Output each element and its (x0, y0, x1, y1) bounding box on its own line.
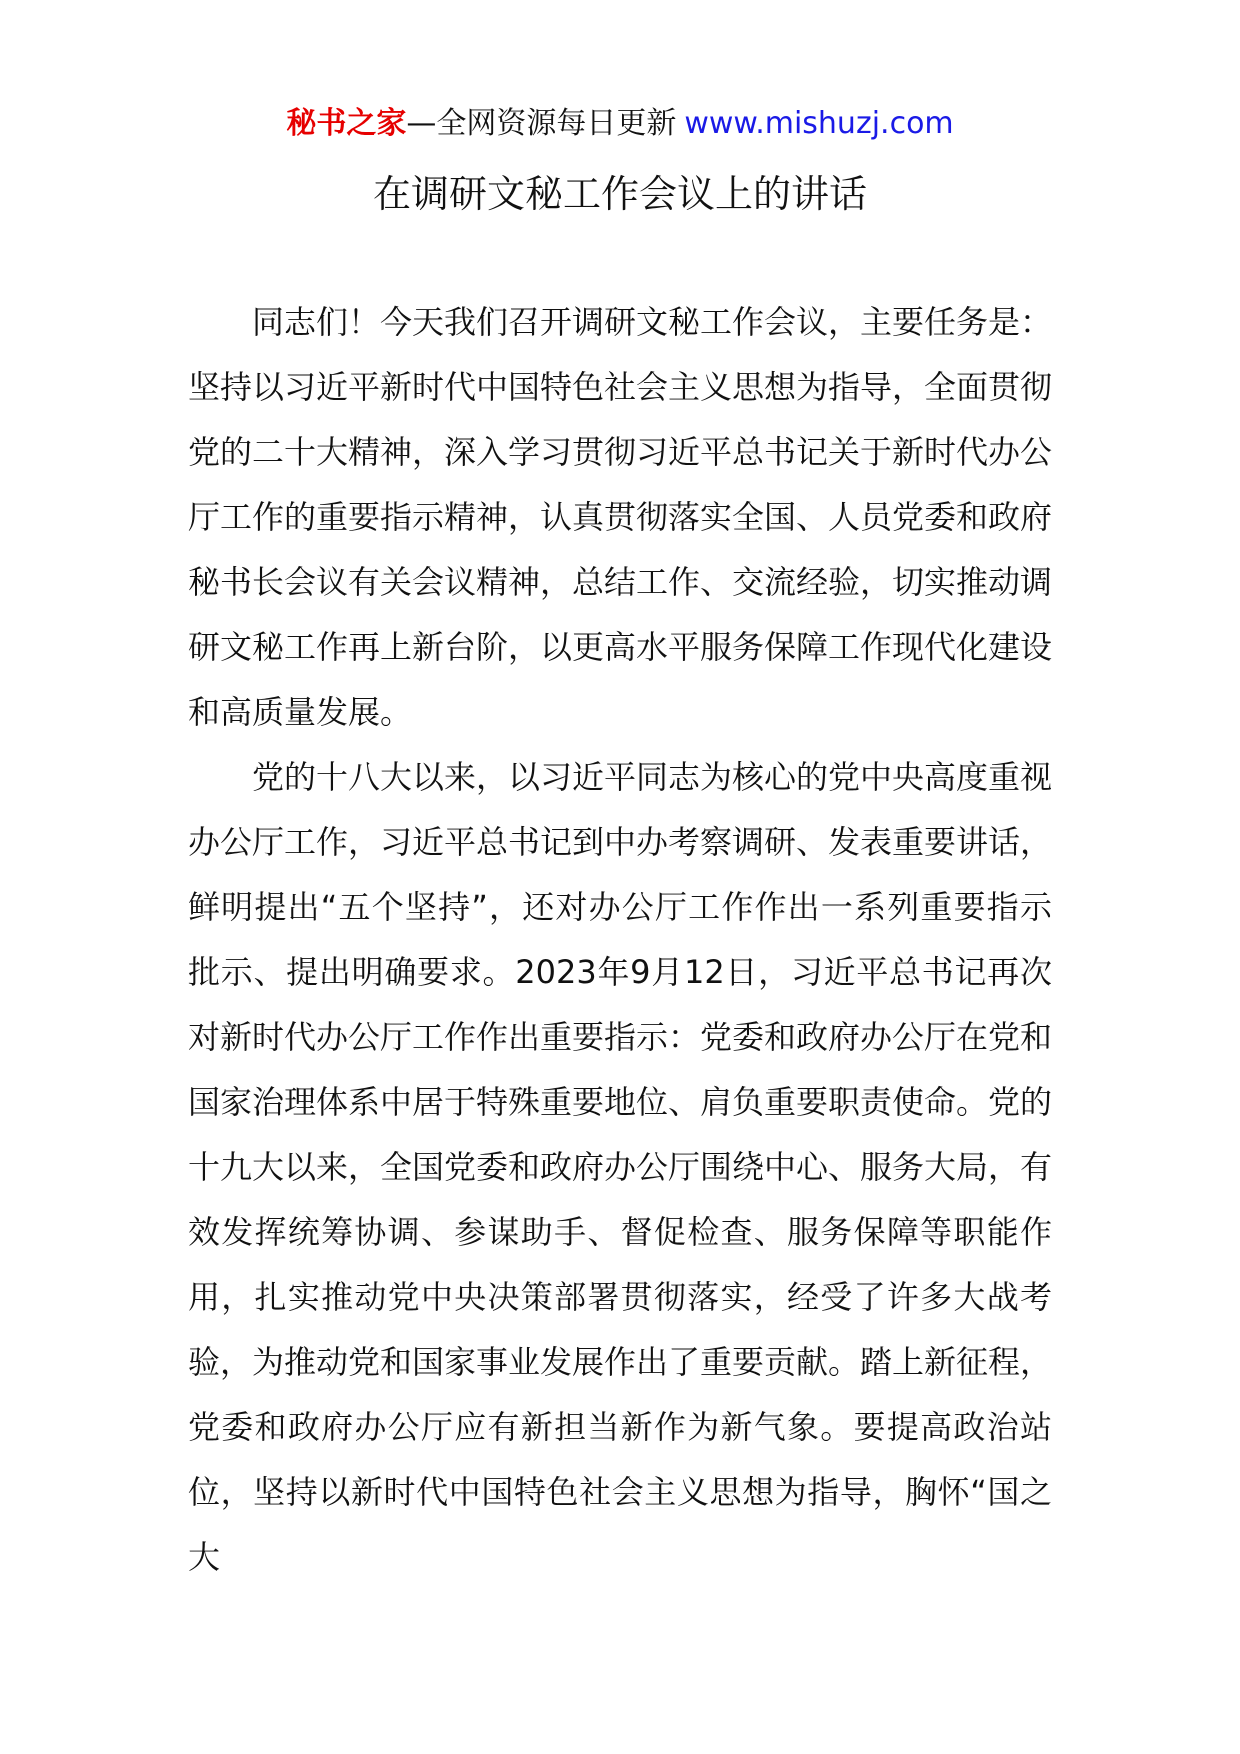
site-header (0, 102, 1240, 146)
brand-name: 秘书之家 (286, 106, 407, 141)
document-title: 在调研文秘工作会议上的讲话 (372, 172, 867, 216)
body-paragraph: 同志们！今天我们召开调研文秘工作会议，主要任务是：坚持以习近平新时代中国特色社会主义思想为指导，全面贯彻党的二十大精神，深入学习贯彻习近平总书记关于新时代办公厅工作的重要指示精神，认真贯彻落实全国、人员党委和政府秘书长会议有关会议精神，总结工作、交流经验，切实推动调研文秘工作再上新台阶，以更高水平服务保障工作现代化建设和高质量发展。 (188, 303, 1053, 731)
document-body (188, 290, 1052, 1590)
site-url-link[interactable]: www.mishuzj.com (684, 106, 954, 141)
body-paragraph: 党的十八大以来，以习近平同志为核心的党中央高度重视办公厅工作，习近平总书记到中办考察调研、发表重要讲话，鲜明提出“五个坚持”，还对办公厅工作作出一系列重要指示批示、提出明确要求。2023年9月12日，习近平总书记再次对新时代办公厅工作作出重要指示：党委和政府办公厅在党和国家治理体系中居于特殊重要地位、肩负重要职责使命。党的十九大以来，全国党委和政府办公厅围绕中心、服务大局，有效发挥统筹协调、参谋助手、督促检查、服务保障等职能作用，扎实推动党中央决策部署贯彻落实，经受了许多大战考验，为推动党和国家事业发展作出了重要贡献。踏上新征程，党委和政府办公厅应有新担当新作为新气象。要提高政治站位，坚持以新时代中国特色社会主义思想为指导，胸怀“国之大 (188, 758, 1053, 1576)
header-tagline: —全网资源每日更新 (406, 106, 677, 141)
